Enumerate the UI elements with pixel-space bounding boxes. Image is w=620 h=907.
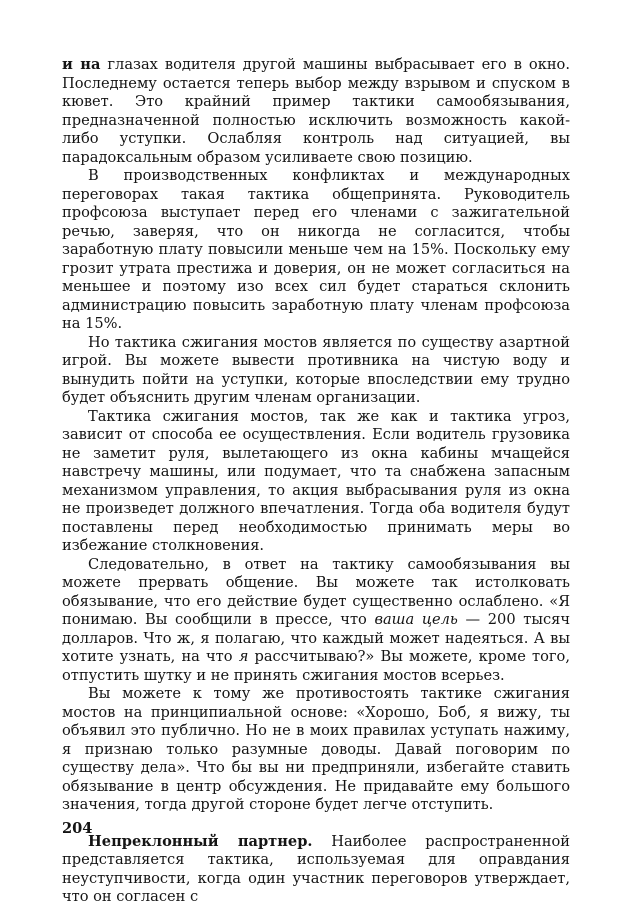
paragraph-1 — [62, 56, 570, 167]
paragraph-3: Но тактика сжигания мостов является по существу азартной игрой. Вы можете вывести противника на чистую воду и вынудить пойти на уступки, которые впоследствии ему трудно будет объяснить другим членам организации. — [62, 333, 570, 406]
paragraph-5-italic-2: я — [238, 648, 249, 665]
section-heading: Непреклонный партнер. — [88, 832, 313, 850]
paragraph-1-text: глазах водителя другой машины выбрасывает его в окно. Последнему остается теперь выбор между взрывом и спуском в кювет. Это крайний пример тактики самообязывания, предназначенной полностью исключить возможность какой-либо уступки. Ослабляя контроль над ситуацией, вы парадоксальным образом усиливаете свою позицию. — [62, 56, 570, 166]
page-number: 204 — [62, 820, 93, 837]
paragraph-5 — [62, 556, 570, 686]
paragraph-5-italic-1: ваша цель — [374, 611, 458, 628]
paragraph-6: Вы можете к тому же противостоять тактике сжигания мостов на принципиальной основе: «Хорошо, Боб, я вижу, ты объявил это публично. Но не в моих правилах уступать нажиму, я признаю только разумные доводы. Давай поговорим по существу дела». Что бы вы ни предприняли, избегайте ставить обязывание в центр обсуждения. Не придавайте ему большого значения, тогда другой стороне будет легче отступить. — [62, 685, 570, 813]
paragraph-5-text-before: Следовательно, в ответ на тактику самообязывания вы можете прервать общение. Вы можете так истолковать обязывание, что его действие будет существенно ослаблено. «Я понимаю. Вы сообщили в прессе, что — [62, 555, 570, 628]
paragraph-5-text-middle: — 200 тысяч долларов. Что ж, я полагаю, что каждый может надеяться. А вы хотите узнать, на что — [62, 611, 570, 665]
body-text — [62, 56, 570, 907]
paragraph-7-text: Наиболее распространенной представляется тактика, используемая для оправдания неуступчивости, когда один участник переговоров утверждает, что он согласен с — [62, 832, 570, 905]
paragraph-4: Тактика сжигания мостов, так же как и тактика угроз, зависит от способа ее осуществления. Если водитель грузовика не заметит руля, вылетающего из окна кабины мчащейся навстречу машины, или подумает, что та снабжена запасным механизмом управления, то акция выбрасывания руля из окна не произведет должного впечатления. Тогда оба водителя будут поставлены перед необходимостью принимать меры во избежание столкновения. — [62, 407, 570, 554]
paragraph-1-bold-start: и на — [62, 56, 101, 73]
paragraph-7 — [62, 833, 570, 907]
paragraph-2: В производственных конфликтах и международных переговорах такая тактика общепринята. Руководитель профсоюза выступает перед его членами с зажигательной речью, заверяя, что он никогда не согласится, чтобы заработную плату повысили меньше чем на 15%. Поскольку ему грозит утрата престижа и доверия, он не может согласиться на меньшее и поэтому изо всех сил будет стараться склонить администрацию повысить заработную плату членам профсоюза на 15%. — [62, 167, 570, 332]
paragraph-5-text-after: рассчитываю?» Вы можете, кроме того, отпустить шутку и не принять сжигания мостов всерьез. — [62, 648, 570, 684]
